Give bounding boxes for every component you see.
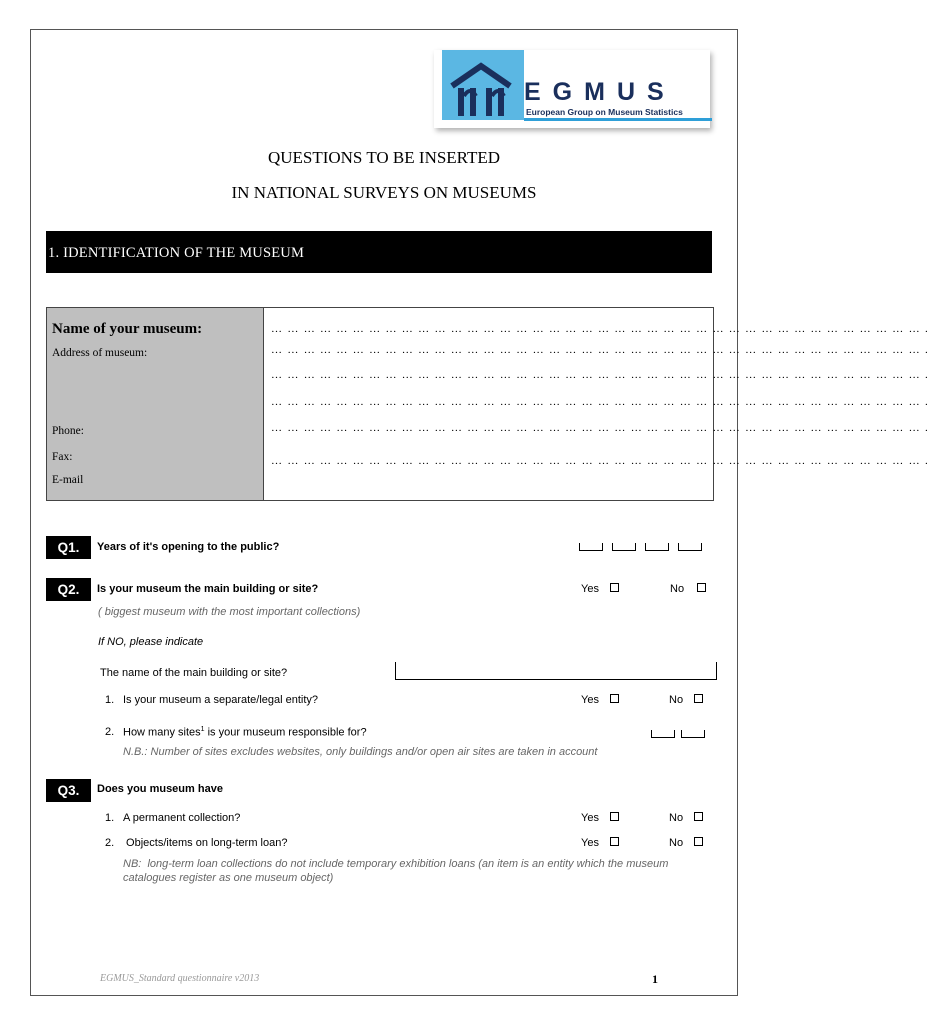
q2-sites-digit-slot[interactable] bbox=[681, 730, 705, 738]
main-building-label: The name of the main building or site? bbox=[100, 667, 288, 679]
q1-digit-slot[interactable] bbox=[645, 543, 669, 551]
q2-item2-note: N.B.: Number of sites excludes websites, only buildings and/or open air sites are taken in account bbox=[123, 746, 598, 758]
q2-item1-number: 1. bbox=[105, 694, 115, 706]
q1-digit-slot[interactable] bbox=[678, 543, 702, 551]
q2-note: ( biggest museum with the most important collections) bbox=[98, 606, 361, 618]
museum-name-field[interactable]: … … … … … … … … … … … … … … … … … … … … … … … … … … … … … … … … … … … … … … … … . bbox=[271, 323, 929, 335]
q2-no-checkbox[interactable] bbox=[697, 583, 706, 592]
q3-item2-yes-label: Yes bbox=[581, 837, 599, 849]
q2-badge: Q2. bbox=[46, 578, 91, 601]
museum-house-icon bbox=[446, 56, 516, 118]
q3-badge: Q3. bbox=[46, 779, 91, 802]
q1-digit-slot[interactable] bbox=[612, 543, 636, 551]
q2-item1-no-label: No bbox=[669, 694, 684, 706]
q2-item2-text-start: How many sites bbox=[123, 726, 201, 739]
phone-label: Phone: bbox=[52, 425, 84, 437]
logo-letters: EGMUS bbox=[524, 78, 676, 106]
section-heading-identification: 1. IDENTIFICATION OF THE MUSEUM bbox=[46, 231, 712, 273]
page-border bbox=[30, 29, 929, 996]
email-label: E-mail bbox=[52, 474, 84, 486]
q2-item1-no-checkbox[interactable] bbox=[694, 694, 703, 703]
q3-item1-yes-label: Yes bbox=[581, 812, 599, 824]
q2-item1-yes-label: Yes bbox=[581, 694, 599, 706]
q3-item1-no-label: No bbox=[669, 812, 684, 824]
q2-item2-number: 2. bbox=[105, 726, 115, 738]
q2-no-label: No bbox=[670, 583, 685, 595]
q3-item2-number: 2. bbox=[105, 837, 115, 849]
q2-if-no: If NO, please indicate bbox=[98, 636, 204, 648]
q3-item1-text: A permanent collection? bbox=[123, 812, 241, 824]
q3-note-line2: catalogues register as one museum object) bbox=[123, 872, 334, 884]
fax-label: Fax: bbox=[52, 451, 73, 463]
page-number: 1 bbox=[652, 972, 658, 986]
document-title-line2: IN NATIONAL SURVEYS ON MUSEUMS bbox=[231, 183, 537, 202]
q3-item2-yes-checkbox[interactable] bbox=[610, 837, 619, 846]
footnote-marker: 1 bbox=[200, 726, 205, 733]
identification-table bbox=[46, 307, 929, 501]
q2-question: Is your museum the main building or site? bbox=[97, 583, 319, 595]
main-building-input[interactable] bbox=[395, 662, 717, 680]
fax-field[interactable]: … … … … … … … … … … … … … … … … … … … … … … … … … … … … … … … … … … … … … … … … . bbox=[271, 455, 929, 467]
logo-subtitle: European Group on Museum Statistics bbox=[526, 107, 683, 117]
document-title-line1: QUESTIONS TO BE INSERTED bbox=[267, 148, 501, 167]
egmus-logo bbox=[434, 50, 710, 128]
address-field-line1[interactable]: … … … … … … … … … … … … … … … … … … … … … … … … … … … … … … … … … … … … … … … … . bbox=[271, 344, 929, 356]
q2-item2-text-end: is your museum responsible for? bbox=[204, 726, 367, 739]
logo-underline bbox=[524, 118, 712, 121]
phone-field[interactable]: … … … … … … … … … … … … … … … … … … … … … … … … … … … … … … … … … … … … … … … … . bbox=[271, 422, 929, 434]
footer-text: EGMUS_Standard questionnaire v2013 bbox=[100, 973, 260, 984]
address-label: Address of museum: bbox=[52, 347, 148, 359]
q2-item2-text bbox=[123, 726, 367, 739]
q2-sites-digit-slot[interactable] bbox=[651, 730, 675, 738]
q3-item2-no-checkbox[interactable] bbox=[694, 837, 703, 846]
identification-labels-column bbox=[47, 308, 264, 500]
q3-item1-no-checkbox[interactable] bbox=[694, 812, 703, 821]
q1-badge: Q1. bbox=[46, 536, 91, 559]
q2-item1-text: Is your museum a separate/legal entity? bbox=[123, 694, 319, 706]
q3-item2-text: Objects/items on long-term loan? bbox=[123, 837, 288, 849]
q1-digit-slot[interactable] bbox=[579, 543, 603, 551]
q3-item1-yes-checkbox[interactable] bbox=[610, 812, 619, 821]
q2-item1-yes-checkbox[interactable] bbox=[610, 694, 619, 703]
q1-question: Years of it's opening to the public? bbox=[97, 541, 280, 553]
address-field-line2[interactable]: … … … … … … … … … … … … … … … … … … … … … … … … … … … … … … … … … … … … … … … … . bbox=[271, 369, 929, 381]
address-field-line3[interactable]: … … … … … … … … … … … … … … … … … … … … … … … … … … … … … … … … … … … … … … … … . bbox=[271, 396, 929, 408]
museum-name-label: Name of your museum: bbox=[52, 321, 203, 337]
q2-yes-label: Yes bbox=[581, 583, 599, 595]
q3-note-line1: NB: long-term loan collections do not include temporary exhibition loans (an item is an entity which the museum bbox=[123, 858, 669, 870]
q3-question: Does you museum have bbox=[97, 783, 223, 795]
q2-yes-checkbox[interactable] bbox=[610, 583, 619, 592]
q3-item2-no-label: No bbox=[669, 837, 684, 849]
q3-item1-number: 1. bbox=[105, 812, 115, 824]
